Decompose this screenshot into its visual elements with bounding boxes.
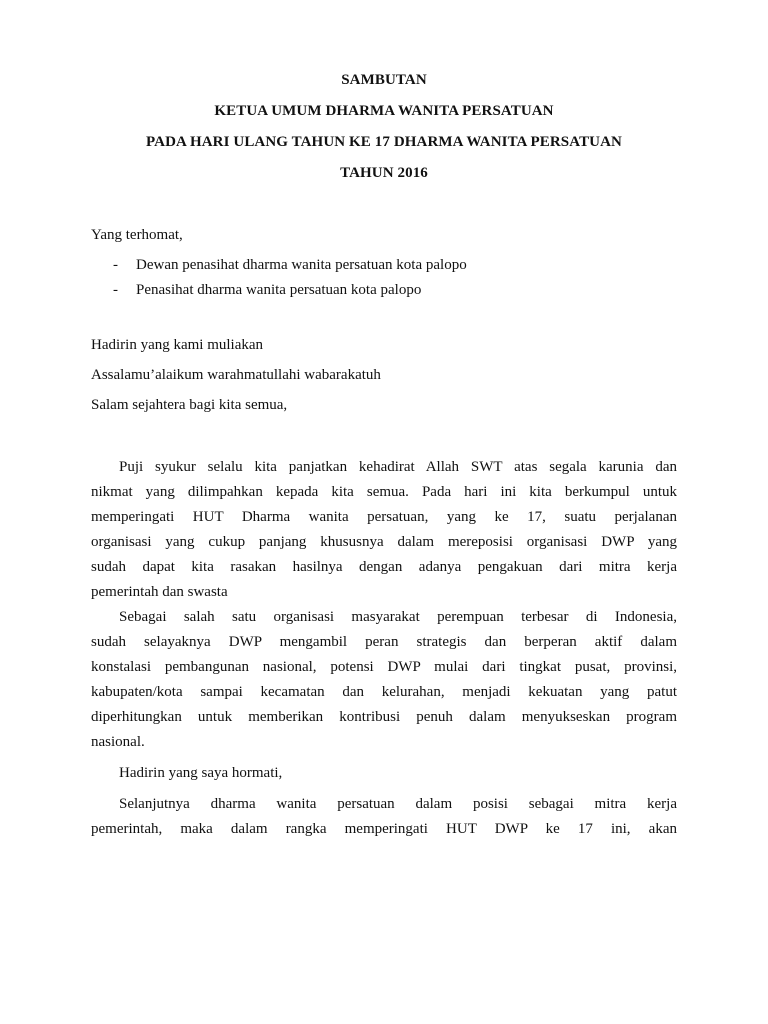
paragraph-line: organisasi yang cukup panjang khususnya dalam mereposisi organisasi DWP yang [91,534,677,550]
greeting-line: Assalamu’alaikum warahmatullahi wabarakatuh [91,367,381,383]
bullet-item: Penasihat dharma wanita persatuan kota palopo [136,282,422,298]
paragraph-line: diperhitungkan untuk memberikan kontribusi penuh dalam menyukseskan program [91,709,677,725]
paragraph-line: sudah selayaknya DWP mengambil peran strategis dan berperan aktif dalam [91,634,677,650]
greeting-line: Hadirin yang kami muliakan [91,337,264,353]
document-subtitle-2: PADA HARI ULANG TAHUN KE 17 DHARMA WANITA PERSATUAN [146,134,622,150]
bullet-dash: - [113,282,118,298]
paragraph-line: Puji syukur selalu kita panjatkan kehadirat Allah SWT atas segala karunia dan [119,459,677,475]
paragraph-line: sudah dapat kita rasakan hasilnya dengan adanya pengakuan dari mitra kerja [91,559,677,575]
paragraph-line: Selanjutnya dharma wanita persatuan dalam posisi sebagai mitra kerja [119,796,677,812]
paragraph-line: memperingati HUT Dharma wanita persatuan, yang ke 17, suatu perjalanan [91,509,677,525]
paragraph-line: kabupaten/kota sampai kecamatan dan kelurahan, menjadi kekuatan yang patut [91,684,677,700]
bullet-item: Dewan penasihat dharma wanita persatuan kota palopo [136,257,467,273]
paragraph-line: konstalasi pembangunan nasional, potensi DWP mulai dari tingkat pusat, provinsi, [91,659,677,675]
document-subtitle-3: TAHUN 2016 [340,165,428,181]
bullet-dash: - [113,257,118,273]
paragraph-line: nasional. [91,734,145,750]
salutation: Yang terhomat, [91,227,183,243]
paragraph-line: pemerintah dan swasta [91,584,228,600]
document-title: SAMBUTAN [341,72,427,88]
paragraph-line: nikmat yang dilimpahkan kepada kita semua. Pada hari ini kita berkumpul untuk [91,484,677,500]
document-subtitle-1: KETUA UMUM DHARMA WANITA PERSATUAN [214,103,554,119]
paragraph-line: Hadirin yang saya hormati, [119,765,283,781]
paragraph-line: pemerintah, maka dalam rangka memperingati HUT DWP ke 17 ini, akan [91,821,677,837]
paragraph-line: Sebagai salah satu organisasi masyarakat perempuan terbesar di Indonesia, [119,609,677,625]
greeting-line: Salam sejahtera bagi kita semua, [91,397,288,413]
